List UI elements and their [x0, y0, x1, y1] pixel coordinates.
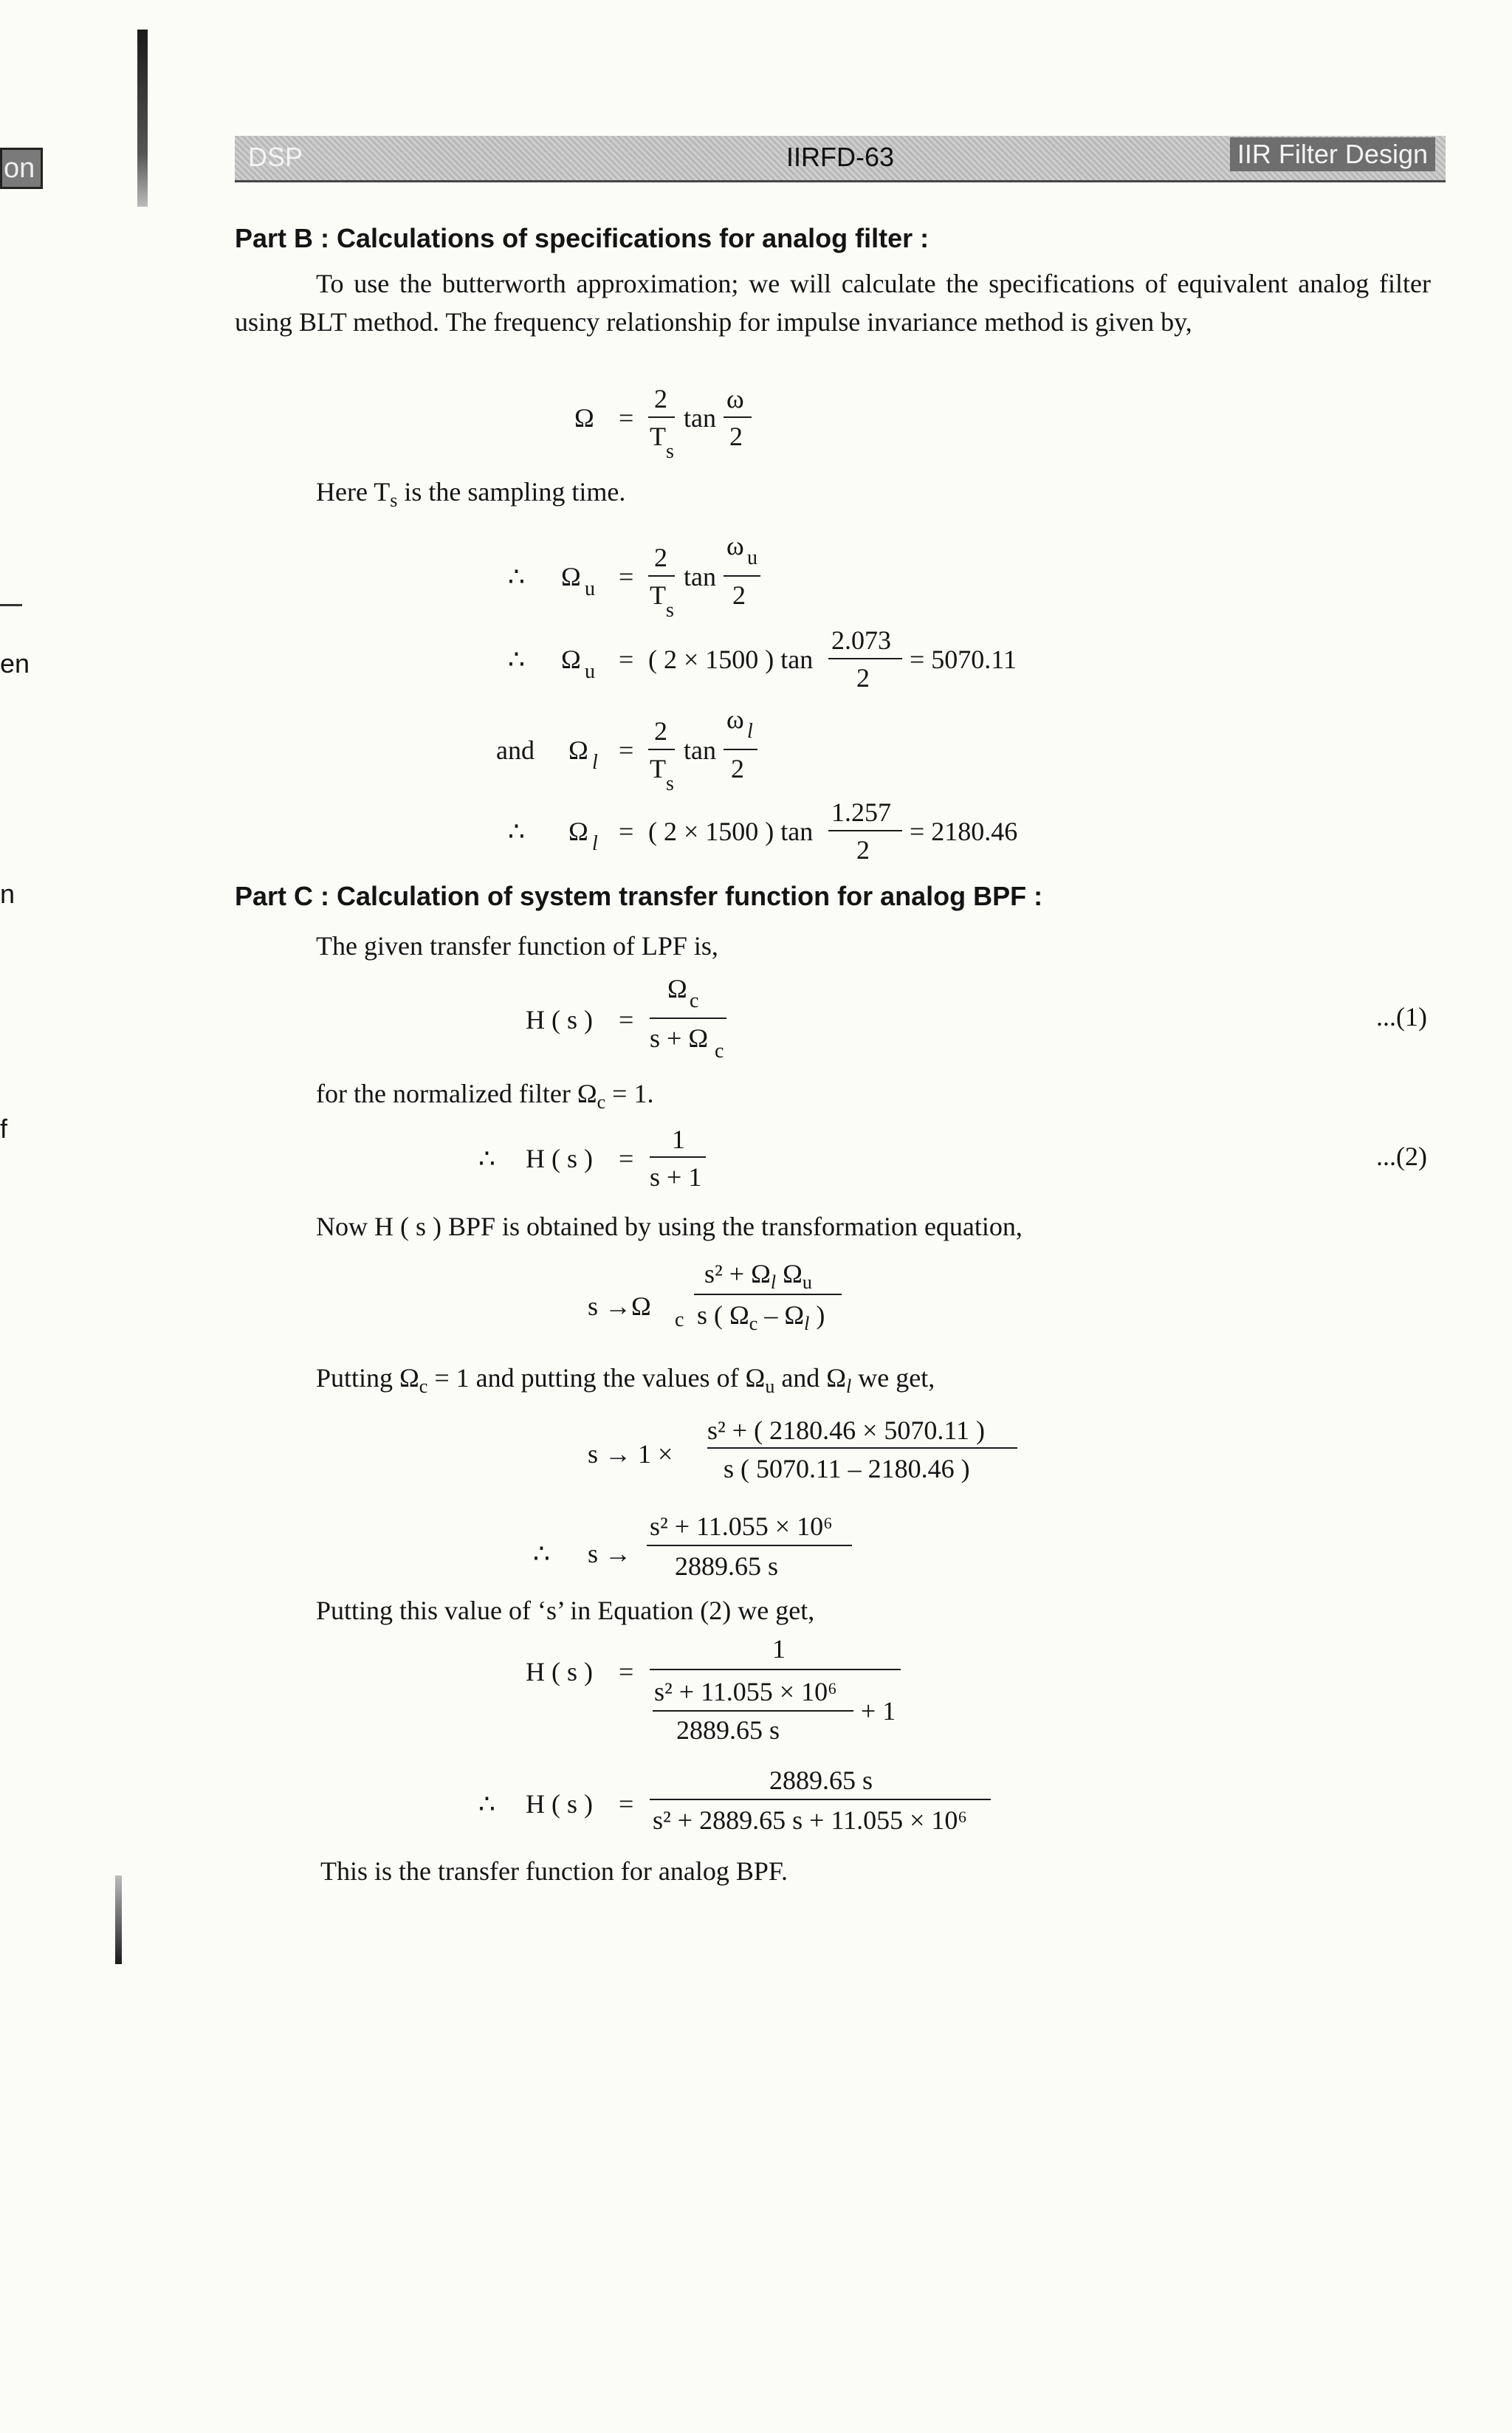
- fraction-denominator: 2: [731, 754, 744, 783]
- equals-sign: =: [619, 562, 634, 591]
- fraction-bar: [650, 1799, 991, 1800]
- equation-number: ...(1): [1376, 1002, 1427, 1032]
- subscript: l: [592, 751, 598, 774]
- expression: ( 2 × 1500 ) tan: [648, 645, 814, 674]
- tan-function: tan: [684, 562, 716, 591]
- fraction-bar: [650, 1669, 901, 1670]
- fraction-denominator: 2: [856, 835, 870, 865]
- fraction-numerator: ω: [726, 384, 744, 413]
- fraction-denominator: T: [650, 754, 666, 783]
- fraction-denominator: T: [650, 422, 666, 451]
- equals-sign: =: [619, 1789, 634, 1819]
- tan-function: tan: [684, 403, 716, 433]
- subscript: l: [592, 832, 598, 855]
- fraction-numerator: 2: [654, 543, 667, 572]
- nested-denominator: 2889.65 s: [676, 1715, 780, 1745]
- conclusion-text: This is the transfer function for analog BPF.: [320, 1856, 788, 1886]
- subscript: s: [666, 440, 674, 463]
- fraction-numerator: s² + 11.055 × 10⁶: [650, 1511, 833, 1541]
- part-b-heading: Part B : Calculations of specifications for analog filter :: [235, 223, 929, 253]
- expression: ( 2 × 1500 ) tan: [648, 817, 814, 846]
- part-c-heading: Part C : Calculation of system transfer function for analog BPF :: [235, 881, 1043, 911]
- fraction-numerator: 2.073: [831, 625, 891, 655]
- binding-shadow-lower: [115, 1876, 122, 1964]
- given-lpf-text: The given transfer function of LPF is,: [316, 931, 718, 961]
- margin-tab-fragment: on: [0, 148, 43, 189]
- therefore-symbol: ∴: [533, 1539, 550, 1568]
- binding-shadow: [137, 30, 148, 207]
- fraction-denominator: s + 1: [650, 1162, 702, 1192]
- fraction-bar: [724, 749, 757, 750]
- therefore-symbol: ∴: [508, 562, 525, 591]
- subscript: c: [690, 989, 699, 1012]
- transformation-lhs: s → 1 ×: [588, 1439, 673, 1469]
- fraction-denominator: s ( $\Omega_c - \Omega_l$ ): [697, 1300, 825, 1335]
- equals-sign: =: [619, 1657, 634, 1686]
- subscript: c: [675, 1308, 684, 1331]
- fraction-bar: [828, 658, 902, 659]
- fraction-denominator: s² + 2889.65 s + 11.055 × 10⁶: [653, 1805, 967, 1835]
- therefore-symbol: ∴: [478, 1789, 495, 1819]
- fraction-denominator: 2889.65 s: [675, 1551, 779, 1581]
- margin-rule-fragment: [0, 604, 22, 606]
- fraction-denominator: s ( 5070.11 – 2180.46 ): [724, 1454, 970, 1483]
- fraction-numerator: $s^2 + \Omega_l$ $\Omega_u$: [704, 1259, 812, 1294]
- running-header: [235, 136, 1446, 182]
- therefore-symbol: ∴: [508, 817, 525, 846]
- fraction-bar: [650, 1018, 726, 1019]
- margin-text-fragment: f: [0, 1113, 8, 1144]
- equals-sign: =: [619, 1005, 634, 1034]
- subscript: c: [715, 1040, 724, 1063]
- omega-symbol: Ω: [568, 735, 588, 765]
- fraction-numerator: ω: [726, 531, 744, 560]
- tan-function: tan: [684, 735, 716, 765]
- transfer-function-label: H ( s ): [526, 1789, 593, 1819]
- result-value: = 5070.11: [910, 645, 1017, 674]
- nested-numerator: s² + 11.055 × 10⁶: [654, 1677, 837, 1706]
- omega-symbol: Ω: [561, 645, 581, 674]
- sampling-note: Here $T_s$ is the sampling time.: [316, 477, 626, 512]
- equals-sign: =: [619, 403, 634, 433]
- margin-text-fragment: n: [0, 879, 16, 909]
- fraction-bar: [650, 1156, 706, 1158]
- fraction-numerator: 1.257: [831, 797, 891, 827]
- fraction-numerator: s² + ( 2180.46 × 5070.11 ): [707, 1415, 986, 1445]
- transformation-lhs: s →Ω: [588, 1291, 651, 1321]
- fraction-bar: [707, 1447, 1017, 1449]
- result-value: = 2180.46: [910, 817, 1018, 846]
- fraction-numerator: 1: [672, 1125, 685, 1154]
- fraction-numerator: 2889.65 s: [769, 1765, 873, 1795]
- omega-symbol: Ω: [568, 817, 588, 846]
- fraction-numerator: 2: [654, 716, 667, 746]
- fraction-denominator: T: [650, 580, 666, 610]
- omega-symbol: Ω: [574, 403, 594, 433]
- nested-fraction-bar: [653, 1710, 853, 1712]
- normalized-filter-text: for the normalized filter $\Omega_c = 1$.: [316, 1079, 654, 1113]
- substitution-text: Putting this value of ‘s’ in Equation (2) we get,: [316, 1596, 815, 1625]
- fraction-bar: [648, 416, 675, 418]
- equals-sign: =: [619, 1144, 634, 1173]
- transformation-intro: Now H ( s ) BPF is obtained by using the transformation equation,: [316, 1212, 1023, 1241]
- fraction-denominator: 2: [856, 663, 870, 693]
- transformation-lhs: s →: [588, 1539, 632, 1568]
- transfer-function-label: H ( s ): [526, 1657, 593, 1686]
- fraction-numerator: 1: [772, 1634, 786, 1664]
- fraction-denominator: 2: [729, 422, 743, 451]
- subscript: l: [747, 720, 753, 743]
- equals-sign: =: [619, 645, 634, 674]
- fraction-denominator: s + Ω: [650, 1023, 709, 1053]
- therefore-symbol: ∴: [508, 645, 525, 674]
- fraction-numerator: ω: [726, 704, 744, 734]
- fraction-bar: [648, 749, 675, 750]
- subscript: s: [666, 599, 674, 622]
- fraction-numerator: 2: [654, 384, 667, 413]
- transfer-function-label: H ( s ): [526, 1005, 593, 1034]
- part-b-paragraph: To use the butterworth approximation; we will calculate the specifications of equivalent analog filter using BLT method. The frequency relationship for impulse invariance method is given by,: [235, 269, 1431, 337]
- subscript: u: [747, 546, 757, 569]
- omega-symbol: Ω: [561, 562, 581, 591]
- equation-number: ...(2): [1376, 1142, 1427, 1171]
- header-right-label: IIR Filter Design: [1230, 137, 1435, 171]
- fraction-numerator: Ω: [667, 974, 687, 1003]
- substitution-text: Putting $\Omega_c = 1$ and putting the values of $\Omega_u$ and $\Omega_l$ we get,: [316, 1363, 935, 1398]
- subscript: u: [585, 577, 595, 600]
- fraction-bar: [724, 416, 752, 418]
- fraction-bar: [724, 575, 760, 577]
- transfer-function-label: H ( s ): [526, 1144, 593, 1173]
- page-number: IIRFD-63: [786, 142, 895, 172]
- plus-one: + 1: [861, 1696, 896, 1726]
- fraction-bar: [647, 1545, 852, 1546]
- margin-text-fragment: en: [0, 648, 30, 679]
- subscript: u: [585, 660, 595, 683]
- fraction-bar: [694, 1294, 842, 1295]
- fraction-bar: [828, 830, 902, 831]
- and-connector: and: [496, 735, 535, 765]
- fraction-bar: [648, 575, 675, 577]
- fraction-denominator: 2: [732, 580, 746, 610]
- header-left-label: DSP: [248, 142, 303, 172]
- subscript: s: [666, 772, 674, 795]
- equals-sign: =: [619, 817, 634, 846]
- therefore-symbol: ∴: [478, 1144, 495, 1173]
- equals-sign: =: [619, 735, 634, 765]
